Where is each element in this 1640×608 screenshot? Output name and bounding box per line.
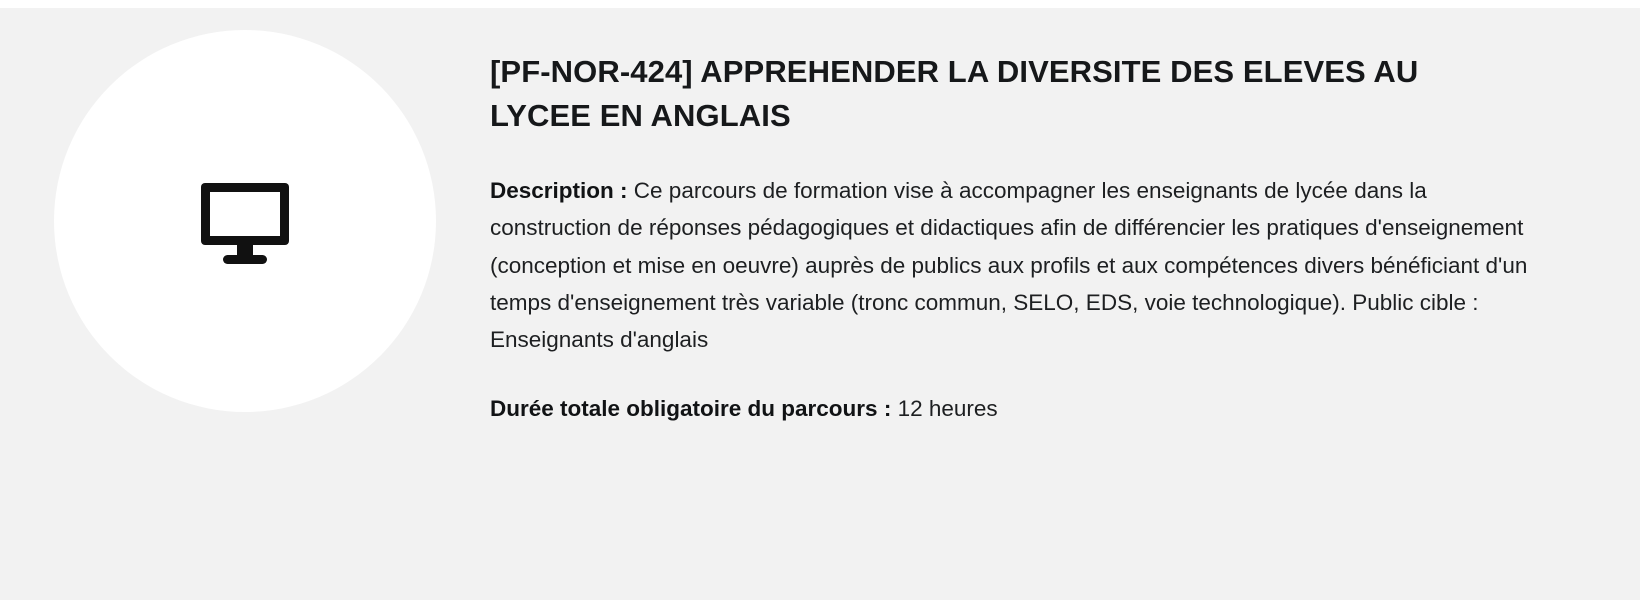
course-duration-label: Durée totale obligatoire du parcours : <box>490 395 892 421</box>
desktop-monitor-icon <box>193 167 297 276</box>
course-card <box>0 8 1640 600</box>
course-duration-value: 12 heures <box>897 395 998 421</box>
page-title: [PF-NOR-424] APPREHENDER LA DIVERSITE DES ELEVES AU LYCEE EN ANGLAIS <box>490 54 1419 134</box>
course-description-text: Ce parcours de formation vise à accompagner les enseignants de lycée dans la construction de réponses pédagogiques et didactiques afin de différencier les pratiques d'enseignement (conception et mise en oeuvre) auprès de publics aux profils et aux compétences divers bénéficiant d'un temps d'enseignement très variable (tronc commun, SELO, EDS, voie technologique). Public cible : Enseignants d'anglais <box>490 178 1528 353</box>
course-description-label: Description : <box>490 178 628 204</box>
course-description <box>490 172 1535 359</box>
course-icon-circle <box>54 30 436 412</box>
course-duration <box>490 391 1535 427</box>
course-content-column <box>490 8 1640 449</box>
course-media-column <box>0 8 490 412</box>
